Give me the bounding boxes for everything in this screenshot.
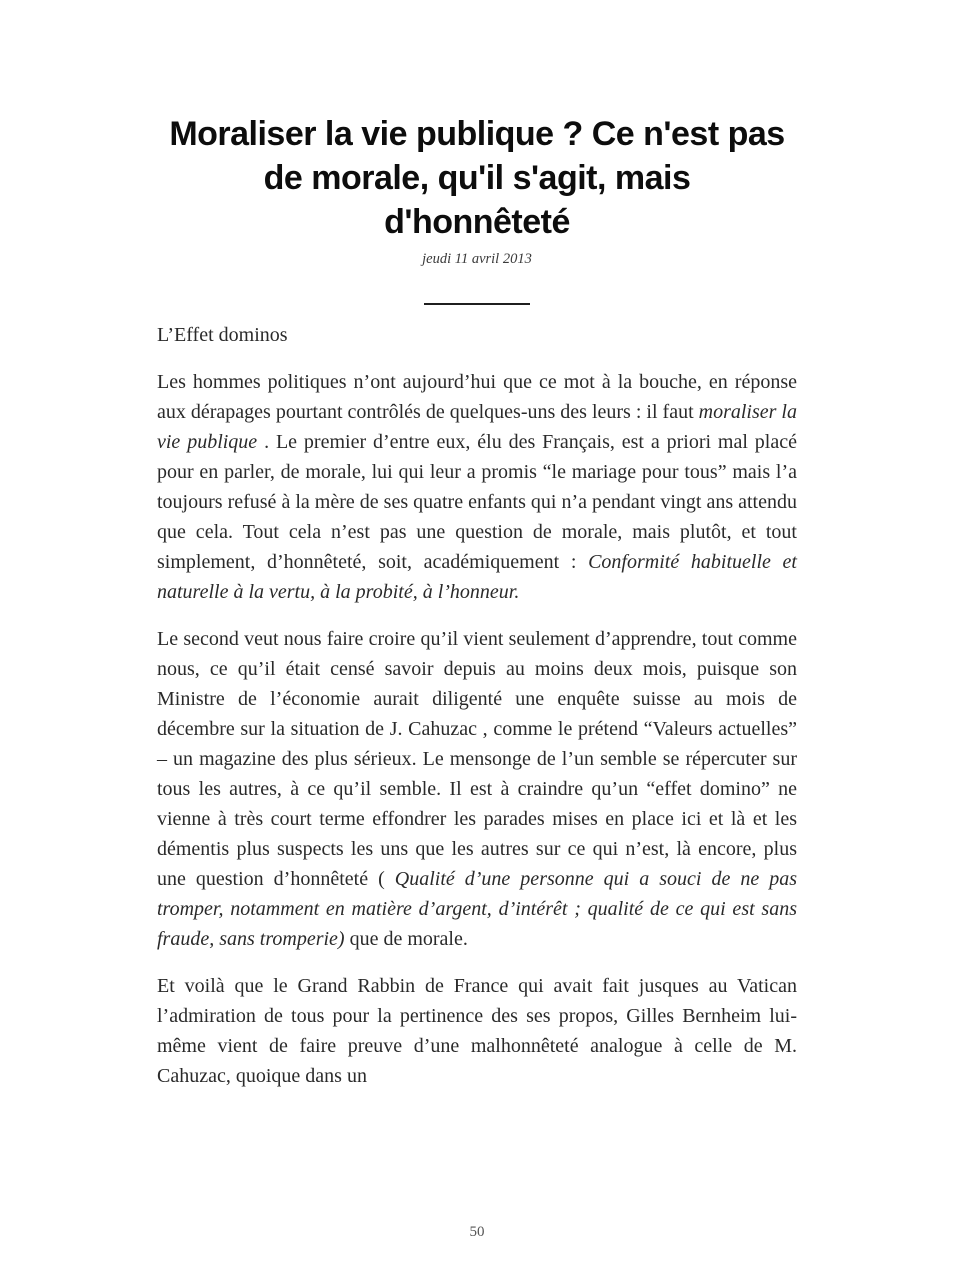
- separator-line: [424, 303, 530, 305]
- paragraph-2: [157, 624, 797, 954]
- title-line-1: Moraliser la vie publique ? Ce n'est pas: [169, 115, 785, 153]
- title-line-2: de morale, qu'il s'agit, mais: [263, 159, 691, 197]
- text-run: que de morale.: [344, 928, 468, 950]
- paragraph-3: [157, 971, 797, 1091]
- italic-text-run: moraliser la vie publique: [157, 401, 797, 453]
- page-number: 50: [469, 1224, 485, 1240]
- text-run: Et voilà que le Grand Rabbin de France qui avait fait jusques au Vatican l’admiration de tous pour la pertinence des ses propos, Gilles Bernheim lui-même vient de faire preuve d’une malhonnêteté analogue à celle de M. Cahuzac, quoique dans un: [157, 975, 797, 1087]
- text-run: Les hommes politiques n’ont aujourd’hui que ce mot à la bouche, en réponse aux dérapages pourtant contrôlés de quelques-uns des leurs : il faut: [157, 371, 797, 423]
- article-date: jeudi 11 avril 2013: [422, 251, 532, 267]
- section-heading: L’Effet dominos: [157, 324, 288, 346]
- italic-text-run: Conformité habituelle et naturelle à la vertu, à la probité, à l’honneur.: [157, 551, 797, 603]
- italic-text-run: Qualité d’une personne qui a souci de ne pas tromper, notamment en matière d’argent, d’intérêt ; qualité de ce qui est sans fraude, sans tromperie): [157, 868, 797, 950]
- text-run: . Le premier d’entre eux, élu des Français, est a priori mal placé pour en parler, de morale, lui qui leur a promis “le mariage pour tous” mais l’a toujours refusé à la mère de ses quatre enfants qui n’a pendant vingt ans attendu que cela. Tout cela n’est pas une question de morale, mais plutôt, et tout simplement, d’honnêteté, soit, académiquement :: [157, 431, 797, 573]
- text-run: Le second veut nous faire croire qu’il vient seulement d’apprendre, tout comme nous, ce qu’il était censé savoir depuis au moins deux mois, puisque son Ministre de l’économie aurait diligenté une enquête suisse au mois de décembre sur la situation de J. Cahuzac , comme le prétend “Valeurs actuelles” – un magazine des plus sérieux. Le mensonge de l’un semble se répercuter sur tous les autres, à ce qu’il semble. Il est à craindre qu’un “effet domino” ne vienne à très court terme effondrer les parades mises en place ici et là et les démentis plus suspects les uns que les autres sur ce qui n’est, là encore, plus une question d’honnêteté (: [157, 628, 797, 890]
- title-line-3: d'honnêteté: [384, 203, 570, 241]
- paragraph-1: [157, 367, 797, 607]
- page-title: [157, 112, 797, 244]
